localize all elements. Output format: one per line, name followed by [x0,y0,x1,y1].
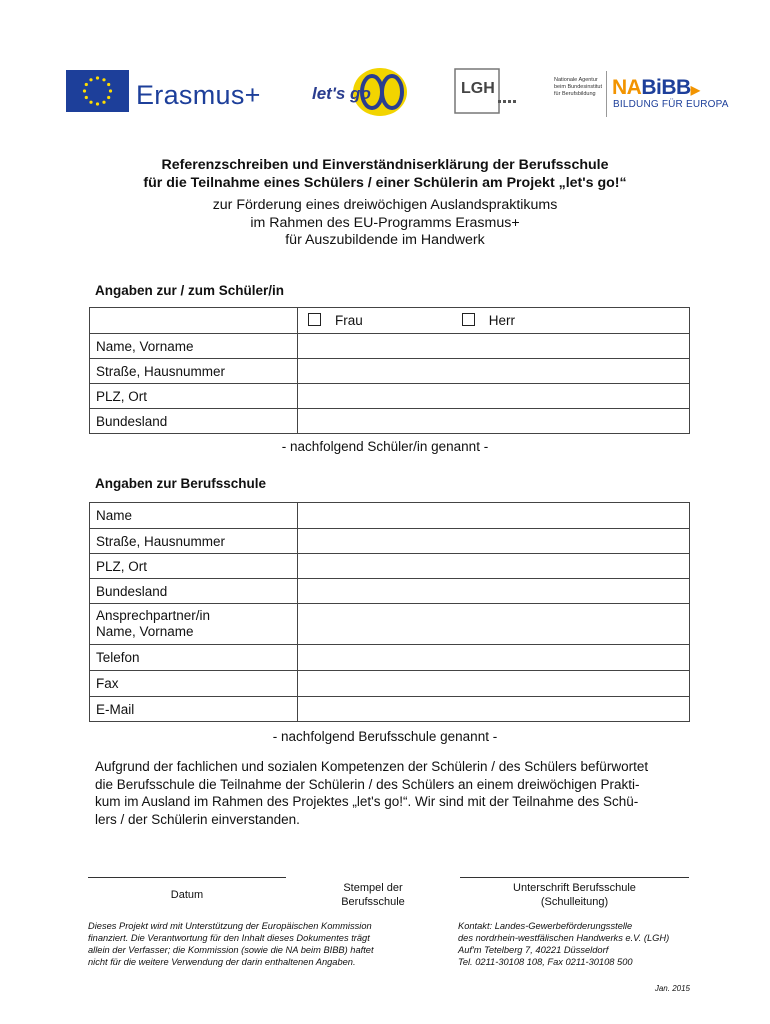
email-input[interactable] [298,697,690,722]
footer-line: nicht für die weitere Verwendung der darin enthaltenen Angaben. [88,957,356,967]
field-label: Straße, Hausnummer [90,529,298,554]
field-label: Name, Vorname [90,334,298,359]
herr-checkbox[interactable] [462,313,475,326]
stamp-label [318,881,428,909]
student-note: - nachfolgend Schüler/in genannt - [281,439,489,454]
lgh-logo [454,68,520,114]
footer-line: Kontakt: Landes-Gewerbeförderungsstelle [458,921,633,931]
footer-line: allein der Verfasser; die Kommission (sowie die NA beim BIBB) haftet [88,945,374,955]
fax-input[interactable] [298,671,690,697]
table-row [90,334,690,359]
na-line: für Berufsbildung [554,91,596,97]
table-row [90,384,690,409]
footer-line: des nordrhein-westfälischen Handwerks e.V. (LGH) [458,933,670,943]
table-row [90,671,690,697]
datum-line[interactable] [88,877,286,878]
subtitle-line: für Auszubildende im Handwerk [285,232,485,248]
signature-line-text: (Schulleitung) [540,896,609,908]
contact-input[interactable] [298,604,690,645]
school-note: - nachfolgend Berufsschule genannt - [272,729,498,744]
frau-checkbox[interactable] [308,313,321,326]
signature-label [460,881,689,909]
stamp-line: Stempel der [343,882,403,894]
nabibb-bibb: BiBB [641,76,691,99]
logo-divider [606,71,607,117]
na-line: beim Bundesinstitut [554,84,602,90]
student-section-heading: Angaben zur / zum Schüler/in [95,283,285,298]
student-table [89,307,690,434]
table-row [90,529,690,554]
school-name-input[interactable] [298,503,690,529]
paragraph-line: Aufgrund der fachlichen und sozialen Kompetenzen der Schülerin / des Schülers befürwortet [95,759,649,774]
school-section-heading: Angaben zur Berufsschule [95,476,267,491]
paragraph-line: kum im Ausland im Rahmen des Projektes „let's go!“. Wir sind mit der Teilnahme des Schü- [95,794,639,809]
school-state-input[interactable] [298,579,690,604]
footer-line: Tel. 0211-30108 108, Fax 0211-30108 500 [458,957,633,967]
footer-contact [458,920,718,968]
table-row [90,409,690,434]
stamp-line: Berufsschule [341,896,405,908]
page-title [0,156,770,192]
table-row [90,579,690,604]
name-input[interactable] [298,334,690,359]
gender-cell [298,308,690,334]
phone-input[interactable] [298,645,690,671]
field-label: Fax [90,671,298,697]
erasmus-logo-text: Erasmus+ [136,80,261,110]
document-date: Jan. 2015 [654,984,690,993]
field-label: Straße, Hausnummer [90,359,298,384]
paragraph-line: die Berufsschule die Teilnahme der Schülerin / des Schülers an einem dreiwöchigen Prakti- [95,776,640,792]
field-label: PLZ, Ort [90,554,298,579]
herr-label: Herr [488,313,516,328]
title-line: Referenzschreiben und Einverständniserklärung der Berufsschule [161,157,609,173]
footer-line: Auf'm Tetelberg 7, 40221 Düsseldorf [458,945,609,955]
lgh-logo-text: LGH [461,80,495,97]
subtitle-line: zur Förderung eines dreiwöchigen Auslandspraktikums [212,197,558,213]
page-subtitle [0,197,770,250]
footer-disclaimer [88,920,428,968]
title-line: für die Teilnahme eines Schülers / einer Schülerin am Projekt „let's go!“ [143,175,627,191]
table-row [90,604,690,645]
footer-line: finanziert. Die Verantwortung für den Inhalt dieses Dokumentes trägt [88,933,370,943]
table-row [90,308,690,334]
field-label: Bundesland [90,579,298,604]
field-label: E-Mail [90,697,298,722]
nabibb-subline: BILDUNG FÜR EUROPA [613,99,729,110]
contact-label: Ansprechpartner/in [96,608,211,623]
table-row [90,554,690,579]
eu-flag-logo [66,70,129,112]
field-label: Telefon [90,645,298,671]
field-label: Bundesland [90,409,298,434]
letsgo-logo [310,64,412,120]
datum-label: Datum [170,889,204,901]
table-row [90,697,690,722]
school-street-input[interactable] [298,529,690,554]
table-row [90,359,690,384]
eu-stars-icon [66,70,129,112]
na-line: Nationale Agentur [554,77,598,83]
signature-line[interactable] [460,877,689,878]
field-label: Name [90,503,298,529]
street-input[interactable] [298,359,690,384]
empty-cell [90,308,298,334]
footer-line: Dieses Projekt wird mit Unterstützung der Europäischen Kommission [88,921,372,931]
zip-city-input[interactable] [298,384,690,409]
table-row [90,645,690,671]
field-label [90,604,298,645]
table-row [90,503,690,529]
contact-label: Name, Vorname [96,624,194,639]
field-label: PLZ, Ort [90,384,298,409]
signature-line-text: Unterschrift Berufsschule [513,882,636,894]
school-table [89,502,690,722]
school-zip-input[interactable] [298,554,690,579]
na-bibb-text [554,77,604,98]
consent-paragraph [95,758,685,828]
paragraph-line: lers / der Schülerin einverstanden. [95,811,300,827]
frau-label: Frau [335,313,363,328]
subtitle-line: im Rahmen des EU-Programms Erasmus+ [250,214,520,231]
letsgo-logo-text: let's go [312,84,371,103]
state-input[interactable] [298,409,690,434]
nabibb-logo: NABiBB▶ [612,76,700,99]
nabibb-na: NA [612,76,642,99]
